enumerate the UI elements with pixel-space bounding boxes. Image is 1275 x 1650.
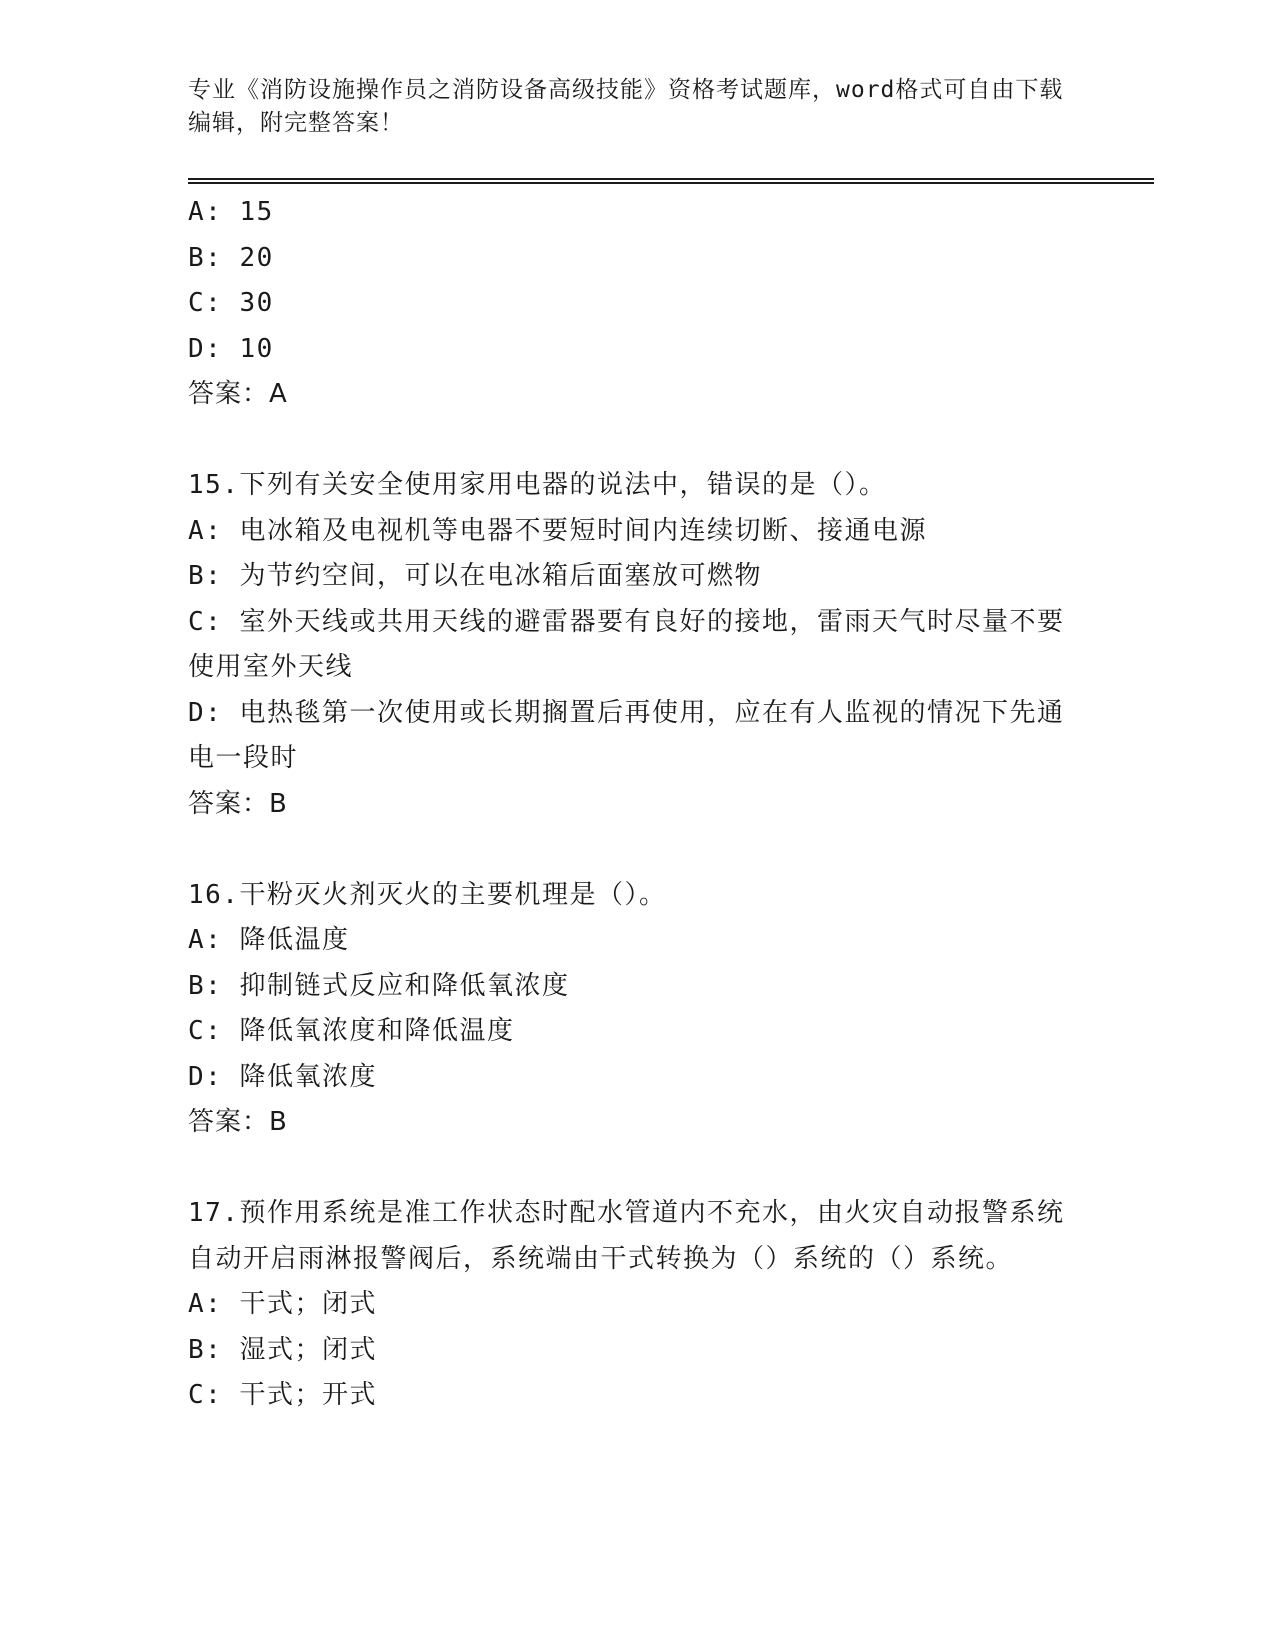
option-a: A: 15: [188, 197, 274, 227]
option-b: B: 抑制链式反应和降低氧浓度: [188, 970, 570, 1001]
spacer: [188, 827, 1068, 873]
header-rule-top: [188, 178, 1154, 180]
header-rule-bottom: [188, 182, 1154, 184]
option-c: C: 30: [188, 288, 274, 318]
spacer: [188, 418, 1068, 464]
question-text: 16.干粉灭火剂灭火的主要机理是（）。: [188, 879, 667, 910]
answer-line: 答案：B: [188, 1107, 288, 1137]
option-d: D: 电热毯第一次使用或长期搁置后再使用，应在有人监视的情况下先通电一段时: [188, 697, 1065, 773]
option-c: C: 降低氧浓度和降低温度: [188, 1016, 515, 1046]
question-text: 15.下列有关安全使用家用电器的说法中，错误的是（）。: [188, 470, 887, 500]
option-c: C: 干式；开式: [188, 1380, 377, 1410]
answer-line: 答案：B: [188, 788, 288, 819]
question-text: 17.预作用系统是准工作状态时配水管道内不充水，由火灾自动报警系统自动开启雨淋报警阀后，系统端由干式转换为（）系统的（）系统。: [188, 1198, 1065, 1274]
document-header: 专业《消防设施操作员之消防设备高级技能》资格考试题库，word格式可自由下载编辑，附完整答案！: [188, 77, 1064, 136]
option-a: A: 降低温度: [188, 925, 350, 955]
option-a: A: 干式；闭式: [188, 1289, 377, 1319]
answer-line: 答案：A: [188, 379, 288, 409]
option-b: B: 为节约空间，可以在电冰箱后面塞放可燃物: [188, 561, 762, 591]
option-d: D: 10: [188, 333, 274, 364]
question-15: [188, 463, 1068, 827]
option-c: C: 室外天线或共用天线的避雷器要有良好的接地，雷雨天气时尽量不要使用室外天线: [188, 606, 1065, 682]
question-17: [188, 1191, 1068, 1419]
spacer: [188, 1146, 1068, 1192]
question-14: [188, 190, 1068, 418]
question-16: [188, 873, 1068, 1146]
option-b: B: 20: [188, 242, 274, 273]
option-d: D: 降低氧浓度: [188, 1061, 377, 1092]
option-b: B: 湿式；闭式: [188, 1334, 377, 1365]
option-a: A: 电冰箱及电视机等电器不要短时间内连续切断、接通电源: [188, 515, 927, 546]
question-list: [188, 190, 1068, 1419]
